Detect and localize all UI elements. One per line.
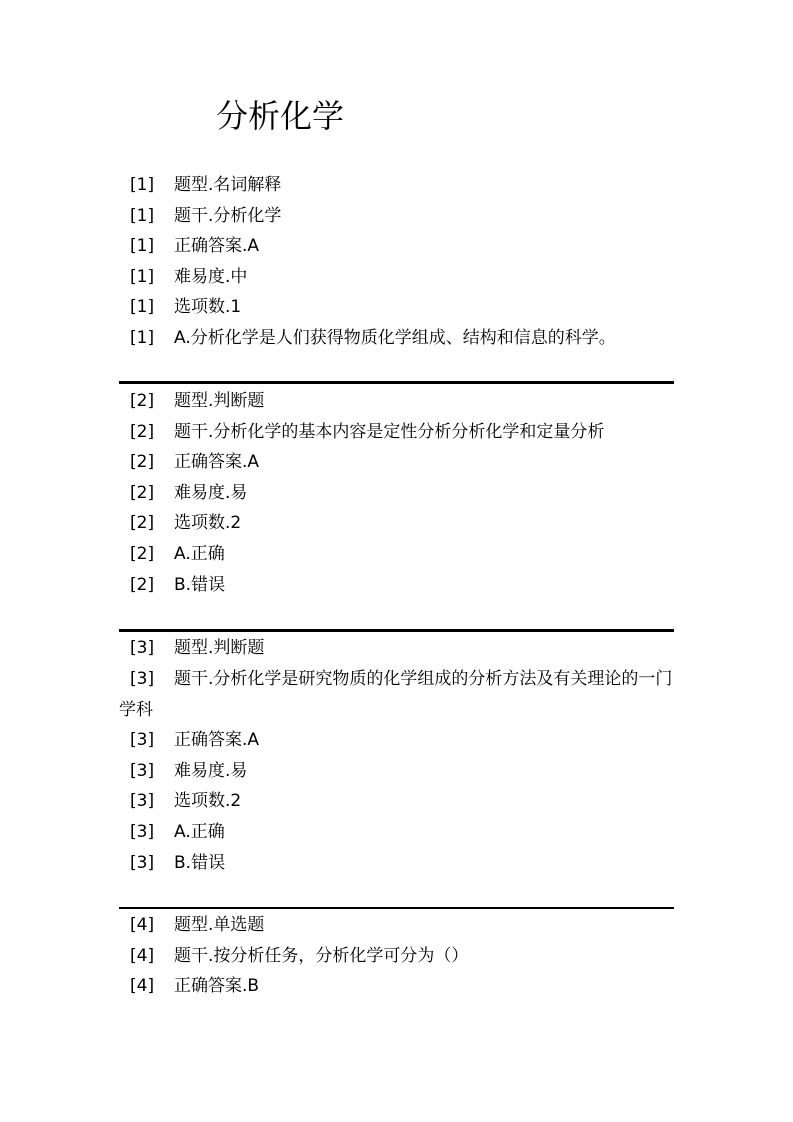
- question-1-stem: [130, 204, 281, 228]
- question-number: [1]: [130, 267, 155, 287]
- line-text: 正确答案.A: [174, 452, 260, 472]
- line-text: 正确答案.B: [174, 976, 260, 996]
- question-1-difficulty: [130, 265, 247, 289]
- question-2-difficulty: [130, 481, 247, 505]
- question-3-answer: [130, 728, 259, 752]
- question-divider: [119, 629, 674, 632]
- line-text: 题型.判断题: [174, 638, 265, 658]
- question-number: [1]: [130, 328, 155, 348]
- question-number: [3]: [130, 638, 155, 658]
- line-text: 选项数.2: [174, 513, 242, 533]
- question-divider: [119, 907, 674, 909]
- question-number: [4]: [130, 946, 155, 966]
- question-number: [3]: [130, 791, 155, 811]
- question-number: [1]: [130, 206, 155, 226]
- question-number: [3]: [130, 761, 155, 781]
- question-number: [3]: [130, 730, 155, 750]
- question-1-answer: [130, 234, 259, 258]
- question-2-option-count: [130, 511, 241, 535]
- question-3-stem: [119, 664, 679, 725]
- question-number: [2]: [130, 391, 155, 411]
- question-3-option-count: [130, 789, 241, 813]
- line-text: B.错误: [174, 575, 226, 595]
- question-2-type: [130, 389, 264, 413]
- question-4-answer: [130, 974, 259, 998]
- page-title: 分析化学: [216, 97, 345, 135]
- question-number: [3]: [130, 822, 155, 842]
- question-3-difficulty: [130, 759, 247, 783]
- line-text: 题干.分析化学是研究物质的化学组成的分析方法及有关理论的一门学科: [119, 669, 673, 720]
- line-text: A.正确: [174, 822, 225, 842]
- question-3-option-a: [130, 820, 225, 844]
- question-number: [2]: [130, 452, 155, 472]
- line-text: 正确答案.A: [174, 730, 260, 750]
- line-text: A.正确: [174, 544, 225, 564]
- question-divider: [119, 381, 674, 384]
- question-2-answer: [130, 450, 259, 474]
- line-text: 难易度.易: [174, 761, 248, 781]
- question-number: [2]: [130, 513, 155, 533]
- question-number: [3]: [130, 669, 155, 689]
- question-2-option-b: [130, 573, 225, 597]
- line-text: 题干.分析化学的基本内容是定性分析分析化学和定量分析: [174, 422, 605, 442]
- question-number: [2]: [130, 575, 155, 595]
- line-text: 题型.判断题: [174, 391, 265, 411]
- question-number: [1]: [130, 175, 155, 195]
- question-2-stem: [130, 420, 604, 444]
- question-number: [2]: [130, 422, 155, 442]
- question-number: [4]: [130, 976, 155, 996]
- question-4-type: [130, 913, 264, 937]
- question-3-option-b: [130, 851, 225, 875]
- question-4-stem: [130, 944, 468, 968]
- question-number: [4]: [130, 915, 155, 935]
- line-text: 题型.单选题: [174, 915, 265, 935]
- question-1-type: [130, 173, 281, 197]
- line-text: 选项数.1: [174, 297, 242, 317]
- line-text: 难易度.易: [174, 483, 248, 503]
- line-text: B.错误: [174, 853, 226, 873]
- line-text: 正确答案.A: [174, 236, 260, 256]
- question-number: [2]: [130, 483, 155, 503]
- question-2-option-a: [130, 542, 225, 566]
- line-text: 难易度.中: [174, 267, 248, 287]
- question-3-type: [130, 636, 264, 660]
- line-text: 选项数.2: [174, 791, 242, 811]
- line-text: 题干.分析化学: [174, 206, 282, 226]
- question-number: [2]: [130, 544, 155, 564]
- question-1-option-count: [130, 295, 241, 319]
- line-text: 题型.名词解释: [174, 175, 282, 195]
- line-text: 题干.按分析任务，分析化学可分为（）: [174, 946, 469, 966]
- question-number: [1]: [130, 297, 155, 317]
- question-1-option-a: [130, 326, 616, 350]
- line-text: A.分析化学是人们获得物质化学组成、结构和信息的科学。: [174, 328, 616, 348]
- question-number: [3]: [130, 853, 155, 873]
- question-number: [1]: [130, 236, 155, 256]
